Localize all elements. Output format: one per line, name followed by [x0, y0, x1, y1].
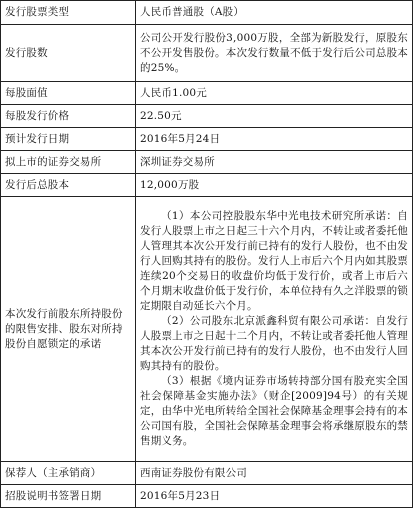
- row-value: 人民币1.00元: [136, 82, 413, 105]
- table-row-sponsor: [1, 462, 413, 485]
- row-value: 公司公开发行股份3,000万股，全部为新股发行，原股东不公开发售股份。本次发行数量不低于发行后公司总股本的25%。: [136, 25, 413, 82]
- table-row-issue-date: [1, 128, 413, 151]
- lockup-commitments: [136, 197, 413, 462]
- lockup-paragraph: （3）根据《境内证券市场转持部分国有股充实全国社会保障基金实施办法》（财企[2009]94号）的有关规定，由华中光电所转给全国社会保障基金理事会持有的本公司国有股，全国社会保障基金理事会将承继原股东的禁售期义务。: [140, 375, 408, 447]
- table-row-par-value: [1, 82, 413, 105]
- table-row-exchange: [1, 151, 413, 174]
- table-row-stock-type: [1, 1, 413, 25]
- row-value: 西南证券股份有限公司: [136, 462, 413, 485]
- row-label: 每股面值: [1, 82, 136, 105]
- row-value: 2016年5月24日: [136, 128, 413, 151]
- lockup-paragraph: （1）本公司控股股东华中光电技术研究所承诺：自发行人股票上市之日起三十六个月内，不转让或者委托他人管理其本次公开发行前已持有的发行人股份，也不由发行人回购其持有的股份。发行人上市后六个月内如其股票连续20个交易日的收盘价均低于发行价，或者上市后六个月期末收盘价低于发行价，本单位持有久之洋股票的锁定期限自动延长六个月。: [140, 210, 408, 312]
- table-row-lockup: [1, 197, 413, 462]
- row-label: 预计发行日期: [1, 128, 136, 151]
- row-label: 每股发行价格: [1, 105, 136, 128]
- lockup-paragraph: （2）公司股东北京派鑫科贸有限公司承诺：自发行人股票上市之日起十二个月内，不转让或者委托他人管理其本次公开发行前已持有的发行人股份，也不由发行人回购其持有的股份。: [140, 315, 408, 372]
- row-value: 人民币普通股（A股）: [136, 1, 413, 25]
- row-value: 12,000万股: [136, 174, 413, 197]
- row-label: 保荐人（主承销商）: [1, 462, 136, 485]
- row-value: 2016年5月23日: [136, 485, 413, 508]
- table-row-sign-date: [1, 485, 413, 508]
- row-value: 22.50元: [136, 105, 413, 128]
- row-label: 发行股数: [1, 25, 136, 82]
- table-row-share-count: [1, 25, 413, 82]
- row-label: 本次发行前股东所持股份的限售安排、股东对所持股份自愿锁定的承诺: [1, 197, 136, 462]
- row-label: 拟上市的证券交易所: [1, 151, 136, 174]
- table-row-issue-price: [1, 105, 413, 128]
- row-label: 发行股票类型: [1, 1, 136, 25]
- row-value: 深圳证券交易所: [136, 151, 413, 174]
- row-label: 招股说明书签署日期: [1, 485, 136, 508]
- row-label: 发行后总股本: [1, 174, 136, 197]
- table-row-total-shares: [1, 174, 413, 197]
